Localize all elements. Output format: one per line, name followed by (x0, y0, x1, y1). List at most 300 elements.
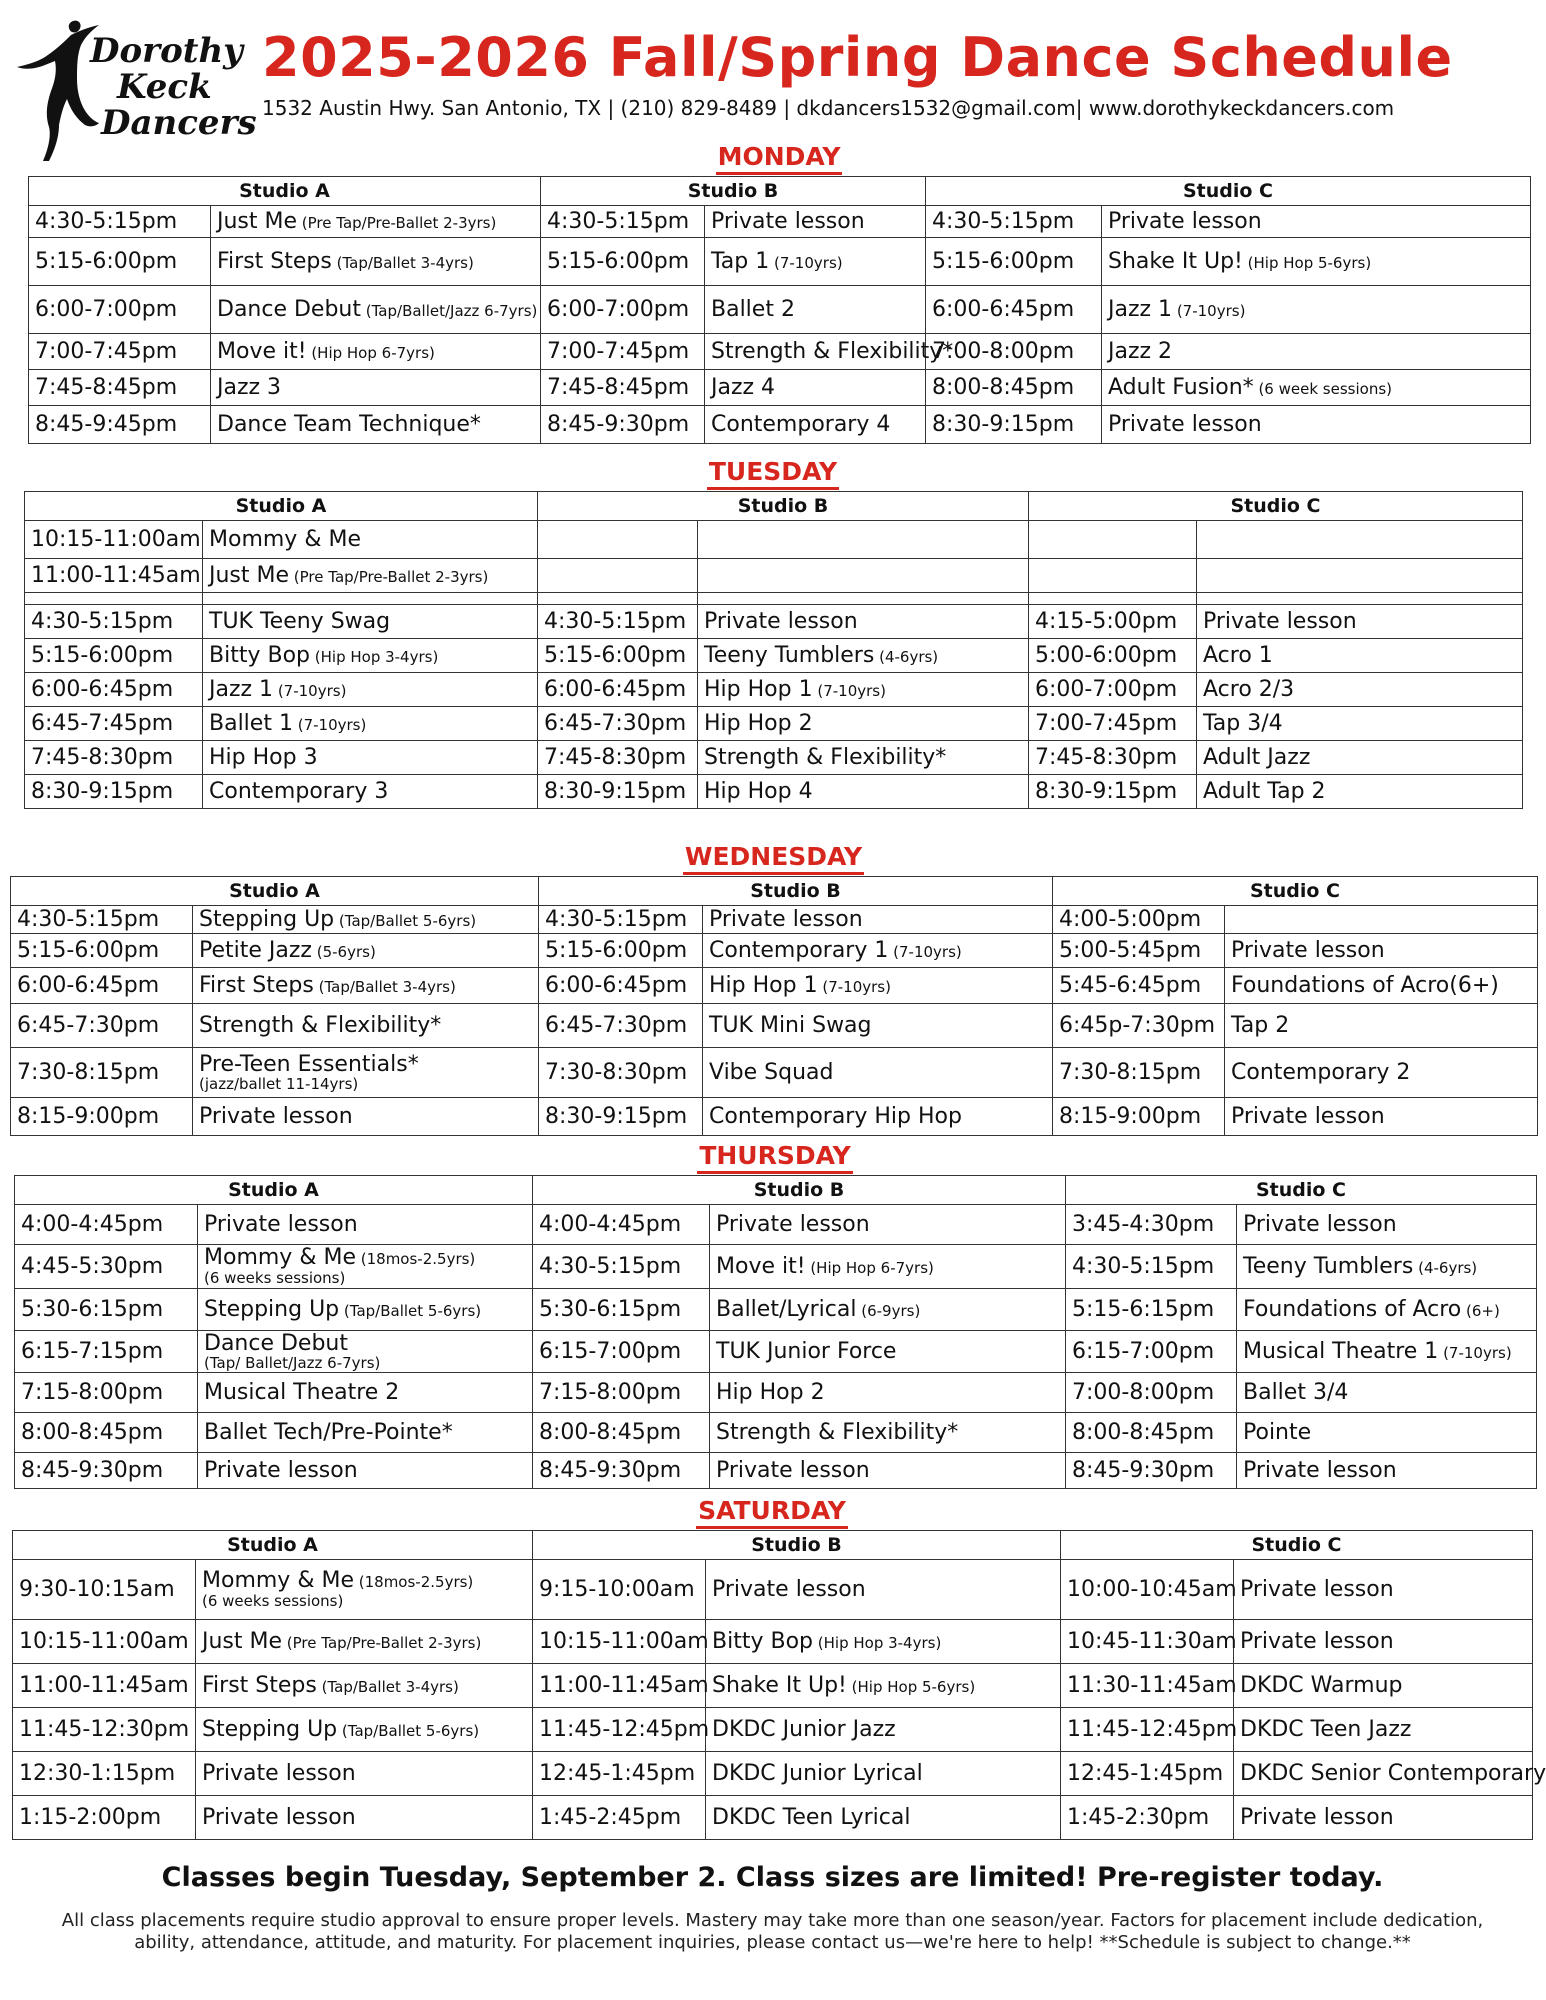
table-row (25, 639, 1523, 673)
class-time: 7:30-8:15pm (11, 1048, 193, 1098)
class-title: Private lesson (1240, 1805, 1394, 1830)
class-age-note: (6-9yrs) (856, 1302, 921, 1320)
class-name (1102, 370, 1531, 406)
class-time: 10:00-10:45am (1061, 1560, 1234, 1620)
class-time: 6:45-7:30pm (11, 1004, 193, 1048)
class-age-note: (Tap/Ballet 3-4yrs) (313, 978, 456, 996)
private-lesson-slot (703, 906, 1053, 934)
class-name (1237, 1413, 1537, 1453)
private-lesson-slot (193, 1098, 539, 1136)
class-name (1234, 1708, 1533, 1752)
class-time: 9:15-10:00am (533, 1560, 706, 1620)
studio-header: Studio A (11, 877, 539, 906)
class-title: Private lesson (1231, 1104, 1385, 1129)
class-title: Strength & Flexibility* (199, 1013, 442, 1038)
class-time: 5:45-6:45pm (1053, 968, 1225, 1004)
class-name (698, 559, 1029, 593)
studio-header: Studio C (926, 177, 1531, 206)
class-time: 7:30-8:15pm (1053, 1048, 1225, 1098)
placement-disclaimer: All class placements require studio approval to ensure proper levels. Mastery may take more than one season/year. Factors for placement include dedication, ability, attendance, attitude, and maturity. For placement inquiries, please contact us—we're here to help! **Schedule is subject to change.** (61, 1910, 1484, 1953)
table-row (25, 605, 1523, 639)
class-title: Shake It Up! (712, 1673, 847, 1698)
contact-info: 1532 Austin Hwy. San Antonio, TX | (210) 829-8489 | dkdancers1532@gmail.com| www.dorothykeckdancers.com (262, 96, 1395, 120)
class-age-note: (7-10yrs) (812, 682, 886, 700)
class-name (198, 1289, 533, 1331)
class-title: Private lesson (716, 1458, 870, 1483)
class-title: TUK Teeny Swag (209, 609, 391, 634)
class-time: 6:00-6:45pm (538, 673, 698, 707)
class-name (703, 968, 1053, 1004)
class-name (203, 605, 538, 639)
class-name (203, 559, 538, 593)
class-time: 5:15-6:00pm (539, 934, 703, 968)
class-name (703, 1048, 1053, 1098)
table-row (25, 775, 1523, 809)
class-age-note: (Pre Tap/Pre-Ballet 2-3yrs) (282, 1634, 482, 1652)
table-row (29, 286, 1531, 334)
class-title: Private lesson (202, 1761, 356, 1786)
class-name (1237, 1289, 1537, 1331)
class-title: Dance Debut (204, 1330, 348, 1356)
private-lesson-slot (1197, 605, 1523, 639)
class-title: Contemporary Hip Hop (709, 1104, 962, 1129)
class-time: 5:30-6:15pm (533, 1289, 710, 1331)
class-title: DKDC Junior Jazz (712, 1717, 896, 1742)
class-name (211, 286, 541, 334)
class-name (211, 370, 541, 406)
class-time (538, 521, 698, 559)
class-title: Private lesson (712, 1577, 866, 1602)
class-age-note: (Pre Tap/Pre-Ballet 2-3yrs) (289, 568, 489, 586)
table-row (25, 559, 1523, 593)
class-title: Strength & Flexibility* (711, 339, 954, 364)
class-title: First Steps (202, 1673, 317, 1698)
class-time: 12:45-1:45pm (533, 1752, 706, 1796)
class-title: DKDC Senior Contemporary (1240, 1761, 1546, 1786)
table-row (15, 1245, 1537, 1289)
class-name (193, 968, 539, 1004)
private-lesson-slot (1225, 1098, 1538, 1136)
class-age-note: (18mos-2.5yrs) (353, 1573, 474, 1591)
private-lesson-slot (1102, 206, 1531, 238)
class-time: 1:45-2:30pm (1061, 1796, 1234, 1840)
class-title: Private lesson (704, 609, 858, 634)
class-title: Ballet Tech/Pre-Pointe* (204, 1420, 453, 1445)
private-lesson-slot (1102, 406, 1531, 444)
table-row (11, 906, 1538, 934)
class-time: 11:00-11:45am (13, 1664, 196, 1708)
class-name (705, 334, 954, 370)
class-name (203, 707, 538, 741)
class-time: 4:30-5:15pm (533, 1245, 710, 1289)
class-name (703, 934, 1053, 968)
class-name (706, 1620, 1061, 1664)
class-name (1102, 286, 1531, 334)
class-name (211, 406, 541, 444)
class-age-note: (Tap/Ballet 3-4yrs) (316, 1678, 459, 1696)
class-name (203, 639, 538, 673)
class-time: 5:00-5:45pm (1053, 934, 1225, 968)
private-lesson-slot (198, 1453, 533, 1489)
class-time: 7:00-8:00pm (926, 334, 1102, 370)
table-row (15, 1453, 1537, 1489)
studio-header: Studio C (1066, 1176, 1537, 1205)
class-name (193, 906, 539, 934)
schedule-table (12, 1530, 1546, 1840)
class-name (710, 1331, 1066, 1373)
class-time: 8:30-9:15pm (1029, 775, 1197, 809)
day-heading: TUESDAY (707, 457, 839, 490)
private-lesson-slot (1234, 1560, 1533, 1620)
class-age-note: (7-10yrs) (888, 943, 962, 961)
class-time: 6:15-7:00pm (533, 1331, 710, 1373)
table-row (15, 1289, 1537, 1331)
class-time: 4:30-5:15pm (25, 605, 203, 639)
class-title: Private lesson (711, 209, 865, 234)
class-age-note: (Hip Hop 5-6yrs) (846, 1678, 976, 1696)
class-time: 4:30-5:15pm (538, 605, 698, 639)
class-name (203, 593, 538, 605)
class-title: Private lesson (1108, 412, 1262, 437)
class-name (1237, 1373, 1537, 1413)
class-name (698, 707, 1029, 741)
class-time: 8:45-9:45pm (29, 406, 211, 444)
table-row (13, 1664, 1533, 1708)
class-sub-note: (jazz/ballet 11-14yrs) (199, 1074, 359, 1093)
day-heading: MONDAY (716, 142, 843, 175)
class-time: 4:00-5:00pm (1053, 906, 1225, 934)
class-time: 8:30-9:15pm (538, 775, 698, 809)
class-time: 6:15-7:00pm (1066, 1331, 1237, 1373)
class-title: Private lesson (1240, 1629, 1394, 1654)
table-row (11, 1004, 1538, 1048)
class-name (1197, 639, 1523, 673)
class-name (193, 1004, 539, 1048)
schedule-table (14, 1175, 1537, 1489)
class-time: 6:00-7:00pm (541, 286, 705, 334)
class-time: 10:15-11:00am (13, 1620, 196, 1664)
table-row (25, 521, 1523, 559)
class-age-note: (18mos-2.5yrs) (355, 1250, 476, 1268)
class-title: Stepping Up (202, 1717, 338, 1742)
class-time: 8:00-8:45pm (1066, 1413, 1237, 1453)
class-age-note: (7-10yrs) (292, 716, 367, 734)
class-title: Musical Theatre 2 (204, 1380, 400, 1405)
studio-header: Studio C (1029, 492, 1523, 521)
class-time: 8:00-8:45pm (15, 1413, 198, 1453)
class-name (710, 1289, 1066, 1331)
class-name (710, 1245, 1066, 1289)
class-time: 6:15-7:15pm (15, 1331, 198, 1373)
class-title: Mommy & Me (209, 527, 361, 552)
class-title: Private lesson (204, 1212, 358, 1237)
class-time: 7:45-8:30pm (538, 741, 698, 775)
studio-header: Studio C (1061, 1531, 1533, 1560)
class-title: Mommy & Me (202, 1568, 354, 1593)
table-row (29, 334, 1531, 370)
class-title: Ballet/Lyrical (716, 1297, 857, 1322)
classes-begin-notice: Classes begin Tuesday, September 2. Class sizes are limited! Pre-register today. (161, 1862, 1384, 1893)
class-name (698, 741, 1029, 775)
class-time: 7:45-8:30pm (1029, 741, 1197, 775)
class-time: 11:45-12:30pm (13, 1708, 196, 1752)
class-name (1197, 741, 1523, 775)
class-sub-note: (Tap/ Ballet/Jazz 6-7yrs) (204, 1353, 381, 1372)
class-time: 6:00-6:45pm (25, 673, 203, 707)
class-title: DKDC Warmup (1240, 1673, 1403, 1698)
table-row (11, 1048, 1538, 1098)
class-title: Contemporary 1 (709, 938, 889, 963)
class-time: 4:45-5:30pm (15, 1245, 198, 1289)
class-title: Mommy & Me (204, 1245, 356, 1270)
class-name (710, 1373, 1066, 1413)
class-title: Jazz 4 (711, 375, 776, 400)
class-time: 4:30-5:15pm (539, 906, 703, 934)
class-title: Private lesson (716, 1212, 870, 1237)
class-age-note: (7-10yrs) (1438, 1344, 1512, 1362)
class-time (25, 593, 203, 605)
class-title: Contemporary 4 (711, 412, 891, 437)
day-heading: WEDNESDAY (683, 842, 864, 875)
class-title: Jazz 3 (217, 375, 282, 400)
class-name (705, 238, 926, 286)
class-time: 8:30-9:15pm (926, 406, 1102, 444)
class-title: DKDC Teen Lyrical (712, 1805, 911, 1830)
class-name (203, 775, 538, 809)
class-time: 11:45-12:45pm (1061, 1708, 1234, 1752)
class-title: Strength & Flexibility* (704, 745, 947, 770)
class-title: Musical Theatre 1 (1243, 1339, 1439, 1364)
class-name (211, 238, 541, 286)
class-title: Move it! (217, 339, 307, 364)
class-name (198, 1413, 533, 1453)
class-time (1029, 593, 1197, 605)
class-age-note: (Pre Tap/Pre-Ballet 2-3yrs) (297, 214, 497, 232)
class-name (1197, 673, 1523, 707)
class-name (1237, 1245, 1537, 1289)
class-time: 6:00-6:45pm (539, 968, 703, 1004)
class-name (196, 1560, 533, 1620)
class-title: Vibe Squad (709, 1060, 834, 1085)
class-name (705, 406, 926, 444)
class-title: Stepping Up (199, 907, 335, 932)
table-row (25, 707, 1523, 741)
class-title: Pre-Teen Essentials* (199, 1051, 419, 1077)
class-name (1234, 1796, 1533, 1840)
class-time: 8:15-9:00pm (11, 1098, 193, 1136)
class-time: 5:15-6:00pm (11, 934, 193, 968)
class-time: 8:45-9:30pm (533, 1453, 710, 1489)
table-row (13, 1796, 1533, 1840)
class-name (698, 593, 1029, 605)
class-name (703, 1004, 1053, 1048)
class-title: Tap 3/4 (1203, 711, 1283, 736)
class-time: 4:30-5:15pm (29, 206, 211, 238)
class-name (1225, 968, 1538, 1004)
class-sub-note: (6 weeks sessions) (202, 1592, 344, 1610)
class-time: 6:45-7:30pm (538, 707, 698, 741)
class-time: 11:30-11:45am (1061, 1664, 1234, 1708)
class-time: 6:00-7:00pm (29, 286, 211, 334)
class-time: 4:30-5:15pm (11, 906, 193, 934)
class-title: Just Me (209, 563, 290, 588)
class-time: 6:45-7:30pm (539, 1004, 703, 1048)
class-name (203, 521, 538, 559)
table-row (11, 934, 1538, 968)
class-age-note: (Hip Hop 6-7yrs) (306, 344, 435, 362)
class-title: Adult Fusion* (1108, 375, 1254, 400)
class-name (198, 1245, 533, 1289)
class-title: TUK Mini Swag (709, 1013, 872, 1038)
class-time: 1:15-2:00pm (13, 1796, 196, 1840)
class-age-note: (Hip Hop 3-4yrs) (310, 648, 439, 666)
class-time: 8:45-9:30pm (541, 406, 705, 444)
class-time: 8:15-9:00pm (1053, 1098, 1225, 1136)
class-title: Hip Hop 1 (709, 973, 818, 998)
class-title: Private lesson (709, 907, 863, 932)
logo-line-3: Dancers (101, 103, 257, 143)
class-time: 5:15-6:00pm (25, 639, 203, 673)
class-age-note: (6 week sessions) (1253, 380, 1392, 398)
class-title: Private lesson (1203, 609, 1357, 634)
class-time: 1:45-2:45pm (533, 1796, 706, 1840)
class-name (1102, 334, 1531, 370)
class-name (1102, 238, 1531, 286)
table-row (13, 1708, 1533, 1752)
class-time: 7:00-8:00pm (1066, 1373, 1237, 1413)
class-name (1225, 1048, 1538, 1098)
class-name (1197, 559, 1523, 593)
page-title: 2025-2026 Fall/Spring Dance Schedule (262, 26, 1453, 89)
class-name (1197, 593, 1523, 605)
class-name (211, 206, 541, 238)
class-name (703, 1098, 1053, 1136)
studio-header: Studio B (541, 177, 926, 206)
class-time: 12:30-1:15pm (13, 1752, 196, 1796)
class-name (198, 1373, 533, 1413)
schedule-table (28, 176, 1531, 444)
class-title: DKDC Junior Lyrical (712, 1761, 923, 1786)
table-row (13, 1560, 1533, 1620)
class-age-note: (6+) (1461, 1302, 1500, 1320)
class-age-note: (7-10yrs) (273, 682, 347, 700)
table-row (15, 1205, 1537, 1245)
class-age-note: (7-10yrs) (817, 978, 891, 996)
table-row (15, 1373, 1537, 1413)
class-time: 6:45p-7:30pm (1053, 1004, 1225, 1048)
class-title: Petite Jazz (199, 938, 312, 963)
class-time: 7:00-7:45pm (29, 334, 211, 370)
class-time: 4:30-5:15pm (541, 206, 705, 238)
class-time: 9:30-10:15am (13, 1560, 196, 1620)
class-name (1237, 1331, 1537, 1373)
class-time: 8:45-9:30pm (1066, 1453, 1237, 1489)
class-time: 5:15-6:15pm (1066, 1289, 1237, 1331)
class-time: 8:30-9:15pm (25, 775, 203, 809)
class-time: 8:00-8:45pm (926, 370, 1102, 406)
class-name (193, 934, 539, 968)
class-name (1234, 1664, 1533, 1708)
class-time: 7:30-8:30pm (539, 1048, 703, 1098)
table-row (13, 1752, 1533, 1796)
class-title: First Steps (199, 973, 314, 998)
class-time: 7:00-7:45pm (1029, 707, 1197, 741)
class-time: 7:15-8:00pm (533, 1373, 710, 1413)
class-time: 5:30-6:15pm (15, 1289, 198, 1331)
studio-header: Studio A (15, 1176, 533, 1205)
private-lesson-slot (1234, 1620, 1533, 1664)
class-time: 5:00-6:00pm (1029, 639, 1197, 673)
table-row (13, 1620, 1533, 1664)
class-time (538, 559, 698, 593)
class-title: Acro 2/3 (1203, 677, 1295, 702)
class-title: Private lesson (199, 1104, 353, 1129)
schedule-table (10, 876, 1538, 1136)
class-title: Just Me (202, 1629, 283, 1654)
private-lesson-slot (710, 1205, 1066, 1245)
class-age-note: (Tap/Ballet 5-6yrs) (337, 1722, 480, 1740)
class-title: Private lesson (1231, 938, 1385, 963)
class-title: Hip Hop 4 (704, 779, 813, 804)
private-lesson-slot (1237, 1453, 1537, 1489)
class-name (705, 370, 926, 406)
table-row (25, 741, 1523, 775)
class-time: 8:45-9:30pm (15, 1453, 198, 1489)
class-time: 7:45-8:30pm (25, 741, 203, 775)
private-lesson-slot (705, 206, 926, 238)
private-lesson-slot (698, 605, 1029, 639)
class-time: 7:00-7:45pm (541, 334, 705, 370)
class-name (1197, 707, 1523, 741)
logo-line-2: Keck (117, 67, 212, 107)
class-title: Bitty Bop (209, 643, 310, 668)
class-time: 6:00-7:00pm (1029, 673, 1197, 707)
class-name (698, 639, 1029, 673)
class-age-note: (Tap/Ballet 5-6yrs) (334, 912, 477, 930)
class-name (203, 741, 538, 775)
table-row (11, 1098, 1538, 1136)
class-title: Foundations of Acro(6+) (1231, 973, 1499, 998)
class-name (698, 521, 1029, 559)
class-age-note: (Tap/Ballet 3-4yrs) (331, 254, 474, 272)
class-name (710, 1413, 1066, 1453)
class-time: 10:45-11:30am (1061, 1620, 1234, 1664)
class-name (196, 1620, 533, 1664)
class-title: Hip Hop 2 (704, 711, 813, 736)
class-name (706, 1752, 1061, 1796)
table-row (15, 1331, 1537, 1373)
table-row (11, 968, 1538, 1004)
logo-line-1: Dorothy (90, 31, 243, 71)
class-title: Foundations of Acro (1243, 1297, 1462, 1322)
studio-header: Studio A (29, 177, 541, 206)
class-name (698, 673, 1029, 707)
class-name (1225, 906, 1538, 934)
class-name (1225, 1004, 1538, 1048)
class-title: Private lesson (202, 1805, 356, 1830)
table-row (25, 673, 1523, 707)
class-time: 7:45-8:45pm (541, 370, 705, 406)
class-title: Teeny Tumblers (704, 643, 875, 668)
table-row (25, 593, 1523, 605)
class-time: 6:00-6:45pm (926, 286, 1102, 334)
class-title: Stepping Up (204, 1297, 340, 1322)
table-row (29, 370, 1531, 406)
class-title: Hip Hop 1 (704, 677, 813, 702)
studio-header: Studio B (533, 1176, 1066, 1205)
class-sub-note: (6 weeks sessions) (204, 1269, 346, 1287)
class-time: 4:15-5:00pm (1029, 605, 1197, 639)
